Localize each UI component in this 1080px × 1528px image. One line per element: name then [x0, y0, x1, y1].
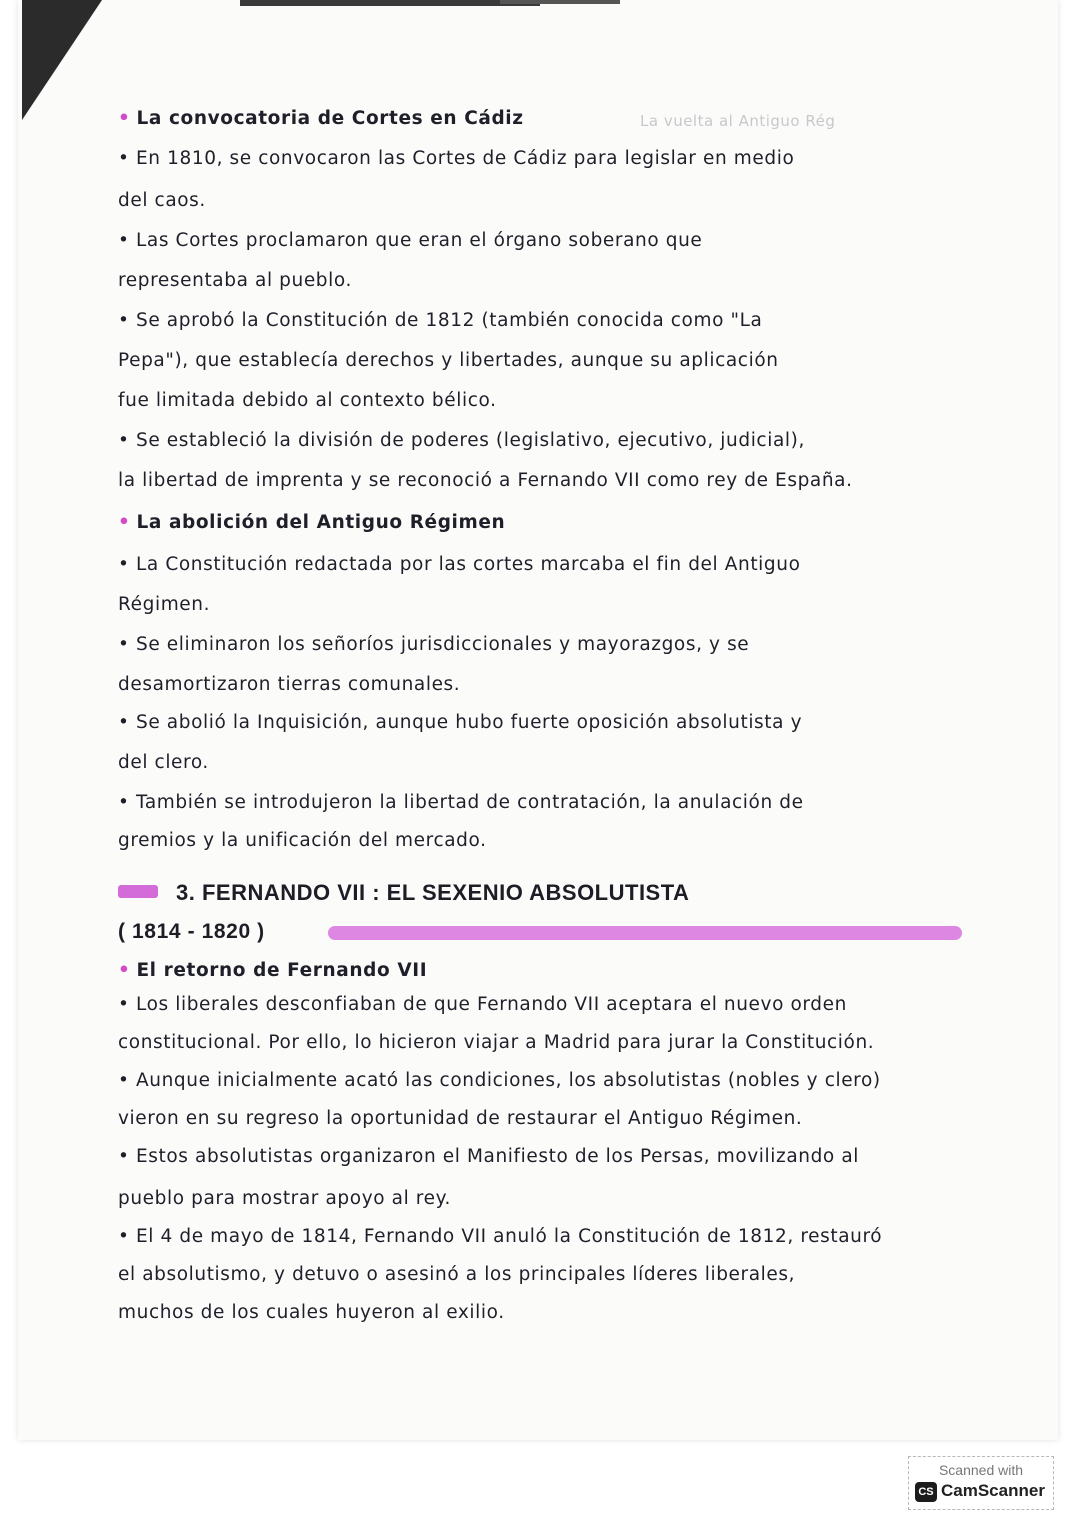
- text-line: el absolutismo, y detuvo o asesinó a los principales líderes liberales,: [118, 1264, 796, 1285]
- highlight-stroke: [328, 926, 962, 940]
- text-line: • También se introdujeron la libertad de contratación, la anulación de: [118, 792, 804, 813]
- text-line: • El 4 de mayo de 1814, Fernando VII anuló la Constitución de 1812, restauró: [118, 1226, 883, 1247]
- text-line: Pepa"), que establecía derechos y libertades, aunque su aplicación: [118, 350, 779, 371]
- watermark-brand: CS CamScanner: [915, 1481, 1045, 1502]
- text-line: • Aunque inicialmente acató las condiciones, los absolutistas (nobles y clero): [118, 1070, 881, 1091]
- text-line: • La Constitución redactada por las cortes marcaba el fin del Antiguo: [118, 554, 801, 575]
- scan-edge-shadow-2: [500, 0, 620, 4]
- text-line: gremios y la unificación del mercado.: [118, 830, 487, 851]
- camscanner-watermark: [908, 1456, 1054, 1510]
- text-line: • Se estableció la división de poderes (legislativo, ejecutivo, judicial),: [118, 430, 805, 451]
- section-years: ( 1814 - 1820 ): [118, 920, 265, 943]
- text-line: Régimen.: [118, 594, 211, 615]
- text-line: • Las Cortes proclamaron que eran el órgano soberano que: [118, 230, 703, 251]
- text-line: muchos de los cuales huyeron al exilio.: [118, 1302, 505, 1323]
- text-line: • Los liberales desconfiaban de que Fernando VII aceptara el nuevo orden: [118, 994, 847, 1015]
- text-line: vieron en su regreso la oportunidad de restaurar el Antiguo Régimen.: [118, 1108, 803, 1129]
- text-line: la libertad de imprenta y se reconoció a Fernando VII como rey de España.: [118, 470, 853, 491]
- heading-abolicion: • La abolición del Antiguo Régimen: [118, 512, 505, 533]
- bleed-through-note: La vuelta al Antiguo Rég: [640, 112, 836, 130]
- highlight-marker: [118, 885, 158, 898]
- text-line: del caos.: [118, 190, 206, 211]
- text-line: fue limitada debido al contexto bélico.: [118, 390, 497, 411]
- text-line: representaba al pueblo.: [118, 270, 352, 291]
- heading-convocatoria: • La convocatoria de Cortes en Cádiz: [118, 108, 524, 129]
- text-line: • En 1810, se convocaron las Cortes de Cádiz para legislar en medio: [118, 148, 795, 169]
- text-line: pueblo para mostrar apoyo al rey.: [118, 1188, 451, 1209]
- text-line: • Se eliminaron los señoríos jurisdiccionales y mayorazgos, y se: [118, 634, 750, 655]
- heading-retorno: • El retorno de Fernando VII: [118, 960, 427, 981]
- folded-corner: [22, 0, 102, 120]
- text-line: constitucional. Por ello, lo hicieron viajar a Madrid para jurar la Constitución.: [118, 1032, 875, 1053]
- scan-edge-shadow: [240, 0, 540, 6]
- section-title: 3. FERNANDO VII : EL SEXENIO ABSOLUTISTA: [118, 880, 689, 906]
- text-line: • Se aprobó la Constitución de 1812 (también conocida como "La: [118, 310, 763, 331]
- text-line: del clero.: [118, 752, 209, 773]
- camscanner-logo-icon: CS: [915, 1482, 937, 1502]
- text-line: desamortizaron tierras comunales.: [118, 674, 461, 695]
- text-line: • Estos absolutistas organizaron el Manifiesto de los Persas, movilizando al: [118, 1146, 860, 1167]
- watermark-caption: Scanned with: [938, 1462, 1024, 1478]
- text-line: • Se abolió la Inquisición, aunque hubo fuerte oposición absolutista y: [118, 712, 803, 733]
